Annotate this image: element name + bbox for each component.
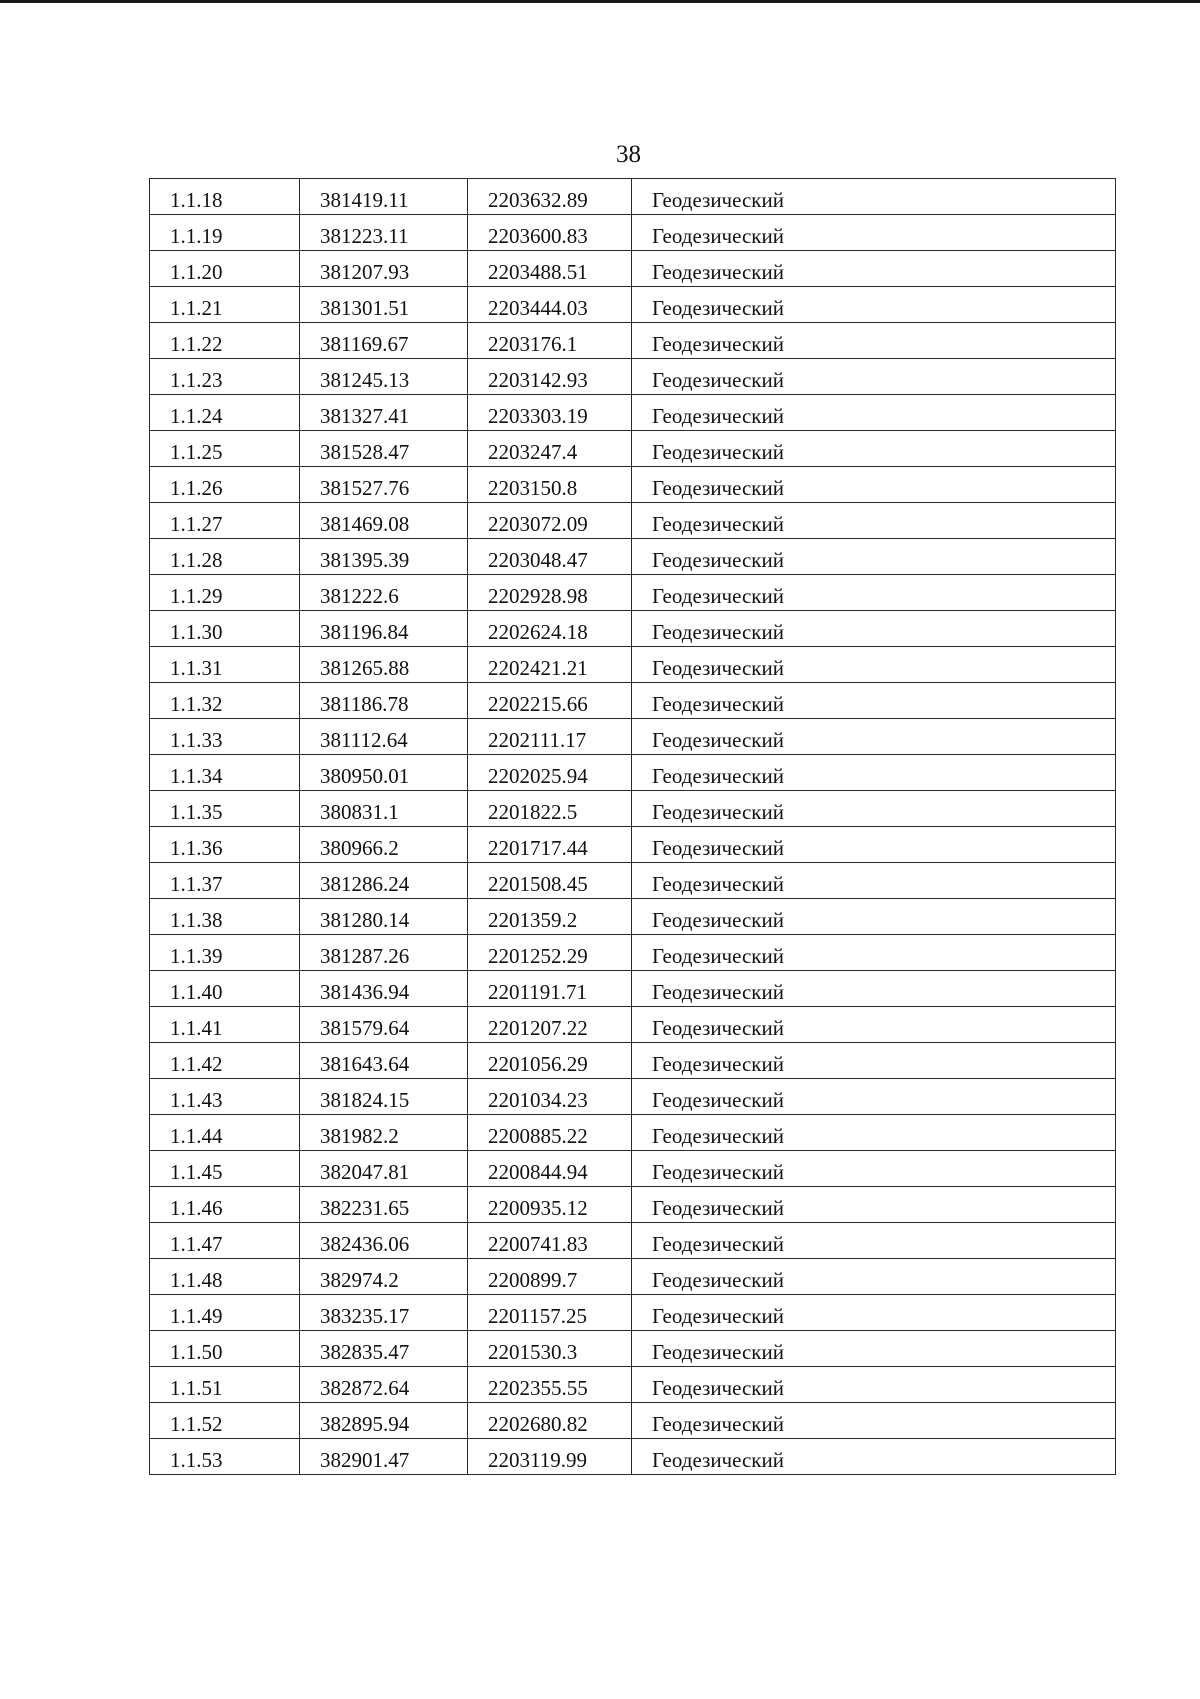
method-type-cell: Геодезический bbox=[632, 395, 1116, 431]
method-type-cell: Геодезический bbox=[632, 431, 1116, 467]
coordinate-y-cell: 2203072.09 bbox=[468, 503, 632, 539]
coordinate-y-cell: 2203247.4 bbox=[468, 431, 632, 467]
point-number-cell: 1.1.29 bbox=[150, 575, 300, 611]
table-row bbox=[150, 935, 1116, 971]
coordinate-x-cell: 381280.14 bbox=[300, 899, 468, 935]
table-row bbox=[150, 179, 1116, 215]
point-number-cell: 1.1.22 bbox=[150, 323, 300, 359]
table-row bbox=[150, 971, 1116, 1007]
coordinate-x-cell: 381186.78 bbox=[300, 683, 468, 719]
coordinate-x-cell: 381301.51 bbox=[300, 287, 468, 323]
table-row bbox=[150, 1295, 1116, 1331]
method-type-cell: Геодезический bbox=[632, 1115, 1116, 1151]
coordinate-x-cell: 381112.64 bbox=[300, 719, 468, 755]
point-number-cell: 1.1.31 bbox=[150, 647, 300, 683]
coordinate-x-cell: 381436.94 bbox=[300, 971, 468, 1007]
coordinate-x-cell: 381222.6 bbox=[300, 575, 468, 611]
point-number-cell: 1.1.25 bbox=[150, 431, 300, 467]
point-number-cell: 1.1.42 bbox=[150, 1043, 300, 1079]
table-row bbox=[150, 1223, 1116, 1259]
coordinate-x-cell: 382436.06 bbox=[300, 1223, 468, 1259]
table-row bbox=[150, 1115, 1116, 1151]
coordinate-y-cell: 2201207.22 bbox=[468, 1007, 632, 1043]
coordinate-x-cell: 382895.94 bbox=[300, 1403, 468, 1439]
coordinate-y-cell: 2203150.8 bbox=[468, 467, 632, 503]
table-row bbox=[150, 1403, 1116, 1439]
method-type-cell: Геодезический bbox=[632, 1043, 1116, 1079]
point-number-cell: 1.1.23 bbox=[150, 359, 300, 395]
method-type-cell: Геодезический bbox=[632, 611, 1116, 647]
method-type-cell: Геодезический bbox=[632, 791, 1116, 827]
point-number-cell: 1.1.47 bbox=[150, 1223, 300, 1259]
method-type-cell: Геодезический bbox=[632, 1295, 1116, 1331]
coordinate-x-cell: 381643.64 bbox=[300, 1043, 468, 1079]
method-type-cell: Геодезический bbox=[632, 647, 1116, 683]
coordinates-table bbox=[149, 178, 1116, 1475]
table-row bbox=[150, 1187, 1116, 1223]
coordinate-x-cell: 381469.08 bbox=[300, 503, 468, 539]
point-number-cell: 1.1.21 bbox=[150, 287, 300, 323]
coordinate-y-cell: 2201191.71 bbox=[468, 971, 632, 1007]
coordinate-y-cell: 2202111.17 bbox=[468, 719, 632, 755]
table-row bbox=[150, 539, 1116, 575]
table-row bbox=[150, 467, 1116, 503]
coordinate-y-cell: 2201157.25 bbox=[468, 1295, 632, 1331]
coordinate-y-cell: 2200935.12 bbox=[468, 1187, 632, 1223]
coordinate-x-cell: 382047.81 bbox=[300, 1151, 468, 1187]
coordinate-x-cell: 381528.47 bbox=[300, 431, 468, 467]
coordinate-x-cell: 381824.15 bbox=[300, 1079, 468, 1115]
table-row bbox=[150, 503, 1116, 539]
coordinate-x-cell: 382231.65 bbox=[300, 1187, 468, 1223]
method-type-cell: Геодезический bbox=[632, 719, 1116, 755]
point-number-cell: 1.1.20 bbox=[150, 251, 300, 287]
table-row bbox=[150, 827, 1116, 863]
table-row bbox=[150, 611, 1116, 647]
method-type-cell: Геодезический bbox=[632, 1079, 1116, 1115]
coordinate-y-cell: 2203048.47 bbox=[468, 539, 632, 575]
point-number-cell: 1.1.36 bbox=[150, 827, 300, 863]
coordinate-y-cell: 2201359.2 bbox=[468, 899, 632, 935]
method-type-cell: Геодезический bbox=[632, 1259, 1116, 1295]
coordinate-x-cell: 381579.64 bbox=[300, 1007, 468, 1043]
point-number-cell: 1.1.33 bbox=[150, 719, 300, 755]
method-type-cell: Геодезический bbox=[632, 827, 1116, 863]
table-row bbox=[150, 287, 1116, 323]
coordinate-y-cell: 2201252.29 bbox=[468, 935, 632, 971]
table-row bbox=[150, 683, 1116, 719]
method-type-cell: Геодезический bbox=[632, 1223, 1116, 1259]
table-row bbox=[150, 647, 1116, 683]
coordinate-y-cell: 2201822.5 bbox=[468, 791, 632, 827]
coordinate-x-cell: 382901.47 bbox=[300, 1439, 468, 1475]
method-type-cell: Геодезический bbox=[632, 359, 1116, 395]
coordinate-y-cell: 2202624.18 bbox=[468, 611, 632, 647]
point-number-cell: 1.1.37 bbox=[150, 863, 300, 899]
method-type-cell: Геодезический bbox=[632, 863, 1116, 899]
table-row bbox=[150, 575, 1116, 611]
coordinate-y-cell: 2201717.44 bbox=[468, 827, 632, 863]
point-number-cell: 1.1.26 bbox=[150, 467, 300, 503]
point-number-cell: 1.1.19 bbox=[150, 215, 300, 251]
coordinate-y-cell: 2202680.82 bbox=[468, 1403, 632, 1439]
table-row bbox=[150, 1043, 1116, 1079]
coordinate-y-cell: 2200899.7 bbox=[468, 1259, 632, 1295]
coordinate-y-cell: 2200885.22 bbox=[468, 1115, 632, 1151]
method-type-cell: Геодезический bbox=[632, 575, 1116, 611]
point-number-cell: 1.1.48 bbox=[150, 1259, 300, 1295]
method-type-cell: Геодезический bbox=[632, 1151, 1116, 1187]
point-number-cell: 1.1.51 bbox=[150, 1367, 300, 1403]
point-number-cell: 1.1.41 bbox=[150, 1007, 300, 1043]
point-number-cell: 1.1.40 bbox=[150, 971, 300, 1007]
method-type-cell: Геодезический bbox=[632, 971, 1116, 1007]
coordinate-x-cell: 382835.47 bbox=[300, 1331, 468, 1367]
method-type-cell: Геодезический bbox=[632, 539, 1116, 575]
point-number-cell: 1.1.34 bbox=[150, 755, 300, 791]
point-number-cell: 1.1.27 bbox=[150, 503, 300, 539]
coordinate-x-cell: 381327.41 bbox=[300, 395, 468, 431]
coordinate-y-cell: 2203444.03 bbox=[468, 287, 632, 323]
coordinate-y-cell: 2203303.19 bbox=[468, 395, 632, 431]
coordinate-y-cell: 2202025.94 bbox=[468, 755, 632, 791]
coordinate-x-cell: 381265.88 bbox=[300, 647, 468, 683]
point-number-cell: 1.1.44 bbox=[150, 1115, 300, 1151]
coordinate-y-cell: 2203600.83 bbox=[468, 215, 632, 251]
table-row bbox=[150, 791, 1116, 827]
table-row bbox=[150, 431, 1116, 467]
point-number-cell: 1.1.45 bbox=[150, 1151, 300, 1187]
coordinate-x-cell: 381395.39 bbox=[300, 539, 468, 575]
method-type-cell: Геодезический bbox=[632, 1187, 1116, 1223]
coordinate-y-cell: 2201056.29 bbox=[468, 1043, 632, 1079]
point-number-cell: 1.1.30 bbox=[150, 611, 300, 647]
table-row bbox=[150, 323, 1116, 359]
table-row bbox=[150, 1259, 1116, 1295]
table-row bbox=[150, 899, 1116, 935]
table-row bbox=[150, 251, 1116, 287]
coordinate-y-cell: 2200844.94 bbox=[468, 1151, 632, 1187]
coordinate-y-cell: 2201508.45 bbox=[468, 863, 632, 899]
coordinates-table-body bbox=[150, 179, 1116, 1475]
method-type-cell: Геодезический bbox=[632, 215, 1116, 251]
point-number-cell: 1.1.28 bbox=[150, 539, 300, 575]
coordinate-y-cell: 2203119.99 bbox=[468, 1439, 632, 1475]
coordinate-x-cell: 381982.2 bbox=[300, 1115, 468, 1151]
table-row bbox=[150, 755, 1116, 791]
table-row bbox=[150, 1007, 1116, 1043]
method-type-cell: Геодезический bbox=[632, 1007, 1116, 1043]
point-number-cell: 1.1.39 bbox=[150, 935, 300, 971]
point-number-cell: 1.1.32 bbox=[150, 683, 300, 719]
method-type-cell: Геодезический bbox=[632, 899, 1116, 935]
point-number-cell: 1.1.52 bbox=[150, 1403, 300, 1439]
method-type-cell: Геодезический bbox=[632, 251, 1116, 287]
method-type-cell: Геодезический bbox=[632, 755, 1116, 791]
method-type-cell: Геодезический bbox=[632, 287, 1116, 323]
table-row bbox=[150, 1079, 1116, 1115]
table-row bbox=[150, 719, 1116, 755]
table-row bbox=[150, 1367, 1116, 1403]
point-number-cell: 1.1.24 bbox=[150, 395, 300, 431]
coordinate-y-cell: 2202421.21 bbox=[468, 647, 632, 683]
method-type-cell: Геодезический bbox=[632, 323, 1116, 359]
coordinate-y-cell: 2201530.3 bbox=[468, 1331, 632, 1367]
coordinate-x-cell: 381223.11 bbox=[300, 215, 468, 251]
table-row bbox=[150, 359, 1116, 395]
method-type-cell: Геодезический bbox=[632, 179, 1116, 215]
method-type-cell: Геодезический bbox=[632, 1331, 1116, 1367]
table-row bbox=[150, 1439, 1116, 1475]
point-number-cell: 1.1.43 bbox=[150, 1079, 300, 1115]
coordinate-y-cell: 2202355.55 bbox=[468, 1367, 632, 1403]
point-number-cell: 1.1.46 bbox=[150, 1187, 300, 1223]
method-type-cell: Геодезический bbox=[632, 1403, 1116, 1439]
coordinate-y-cell: 2203488.51 bbox=[468, 251, 632, 287]
point-number-cell: 1.1.35 bbox=[150, 791, 300, 827]
method-type-cell: Геодезический bbox=[632, 1439, 1116, 1475]
coordinate-x-cell: 381286.24 bbox=[300, 863, 468, 899]
coordinate-y-cell: 2201034.23 bbox=[468, 1079, 632, 1115]
point-number-cell: 1.1.18 bbox=[150, 179, 300, 215]
point-number-cell: 1.1.38 bbox=[150, 899, 300, 935]
scan-top-edge bbox=[0, 0, 1200, 3]
coordinate-x-cell: 381169.67 bbox=[300, 323, 468, 359]
coordinate-x-cell: 380950.01 bbox=[300, 755, 468, 791]
coordinate-y-cell: 2200741.83 bbox=[468, 1223, 632, 1259]
coordinate-y-cell: 2203176.1 bbox=[468, 323, 632, 359]
method-type-cell: Геодезический bbox=[632, 935, 1116, 971]
coordinate-y-cell: 2202215.66 bbox=[468, 683, 632, 719]
coordinate-y-cell: 2203142.93 bbox=[468, 359, 632, 395]
table-row bbox=[150, 863, 1116, 899]
point-number-cell: 1.1.53 bbox=[150, 1439, 300, 1475]
coordinate-x-cell: 382974.2 bbox=[300, 1259, 468, 1295]
page-number: 38 bbox=[616, 141, 641, 168]
coordinate-x-cell: 383235.17 bbox=[300, 1295, 468, 1331]
point-number-cell: 1.1.50 bbox=[150, 1331, 300, 1367]
coordinate-x-cell: 382872.64 bbox=[300, 1367, 468, 1403]
table-row bbox=[150, 395, 1116, 431]
coordinate-x-cell: 381527.76 bbox=[300, 467, 468, 503]
coordinate-x-cell: 380831.1 bbox=[300, 791, 468, 827]
coordinate-x-cell: 381196.84 bbox=[300, 611, 468, 647]
coordinate-x-cell: 381245.13 bbox=[300, 359, 468, 395]
coordinate-x-cell: 381287.26 bbox=[300, 935, 468, 971]
method-type-cell: Геодезический bbox=[632, 467, 1116, 503]
coordinate-x-cell: 381207.93 bbox=[300, 251, 468, 287]
coordinate-x-cell: 381419.11 bbox=[300, 179, 468, 215]
table-row bbox=[150, 1331, 1116, 1367]
coordinate-y-cell: 2202928.98 bbox=[468, 575, 632, 611]
method-type-cell: Геодезический bbox=[632, 503, 1116, 539]
coordinate-x-cell: 380966.2 bbox=[300, 827, 468, 863]
coordinate-y-cell: 2203632.89 bbox=[468, 179, 632, 215]
table-row bbox=[150, 215, 1116, 251]
method-type-cell: Геодезический bbox=[632, 683, 1116, 719]
method-type-cell: Геодезический bbox=[632, 1367, 1116, 1403]
point-number-cell: 1.1.49 bbox=[150, 1295, 300, 1331]
table-row bbox=[150, 1151, 1116, 1187]
